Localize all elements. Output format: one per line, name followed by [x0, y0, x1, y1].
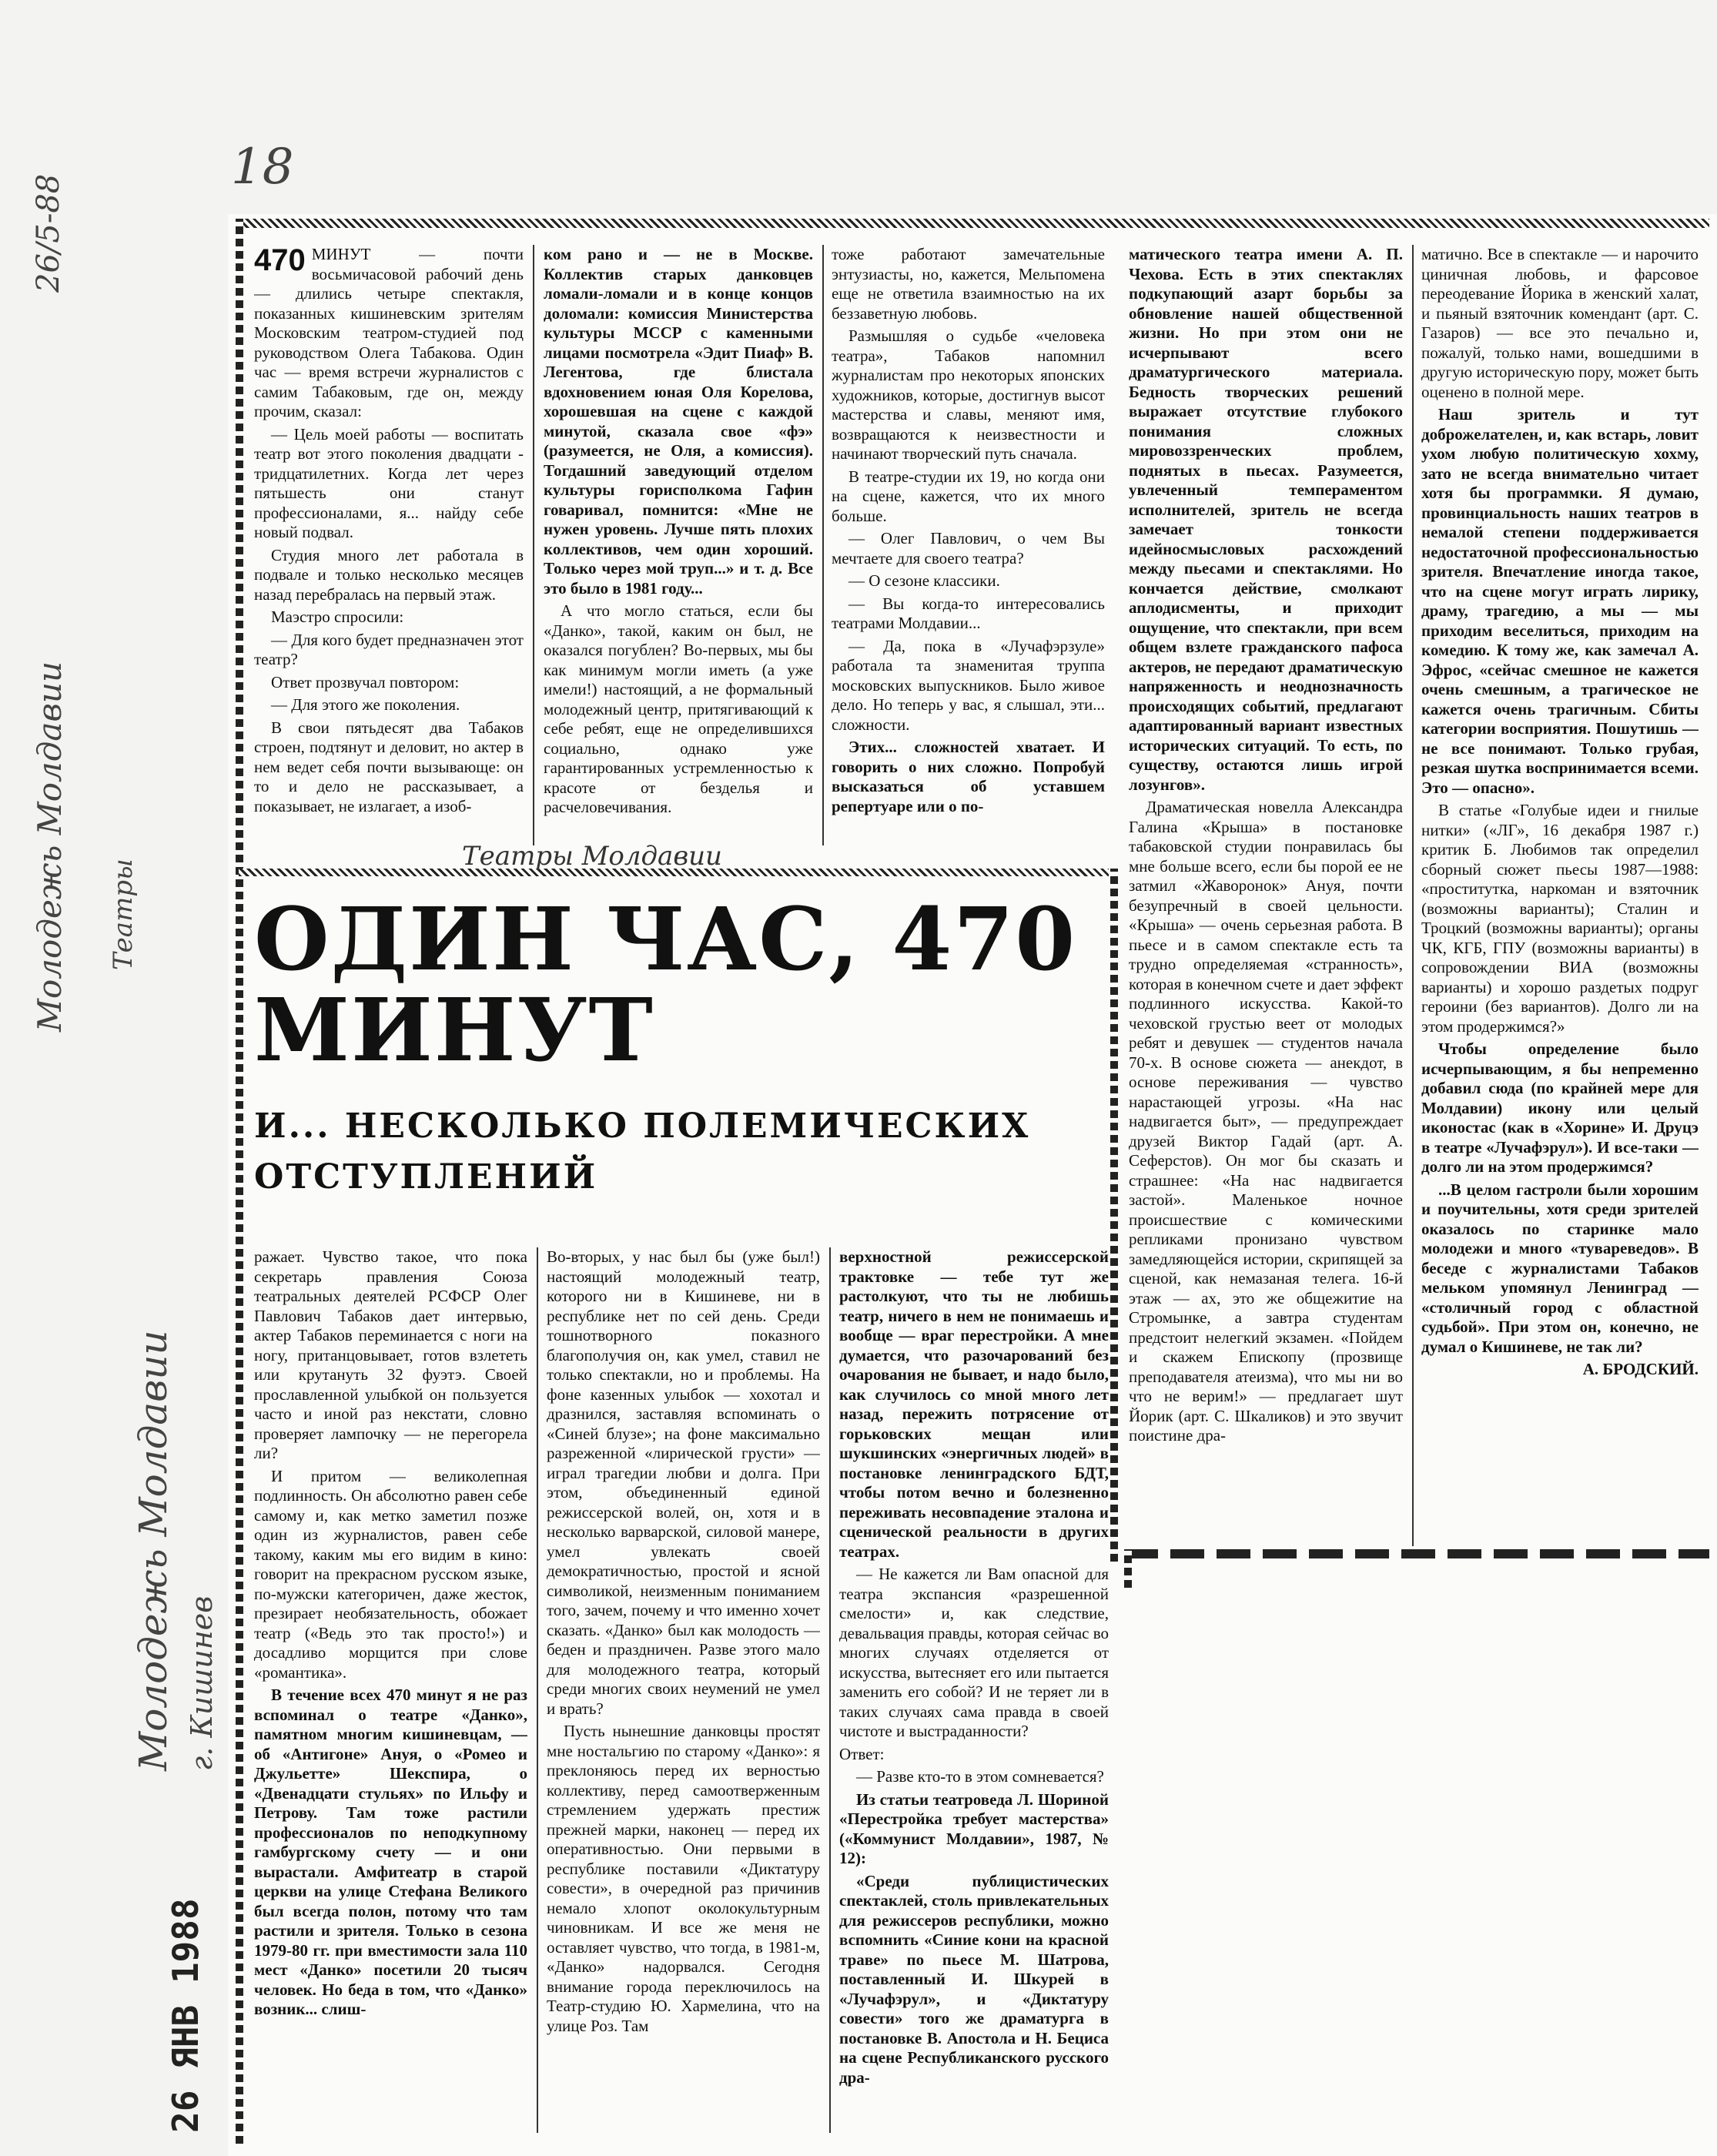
- section-note: Театры: [108, 859, 139, 970]
- paragraph: тоже работают замечательные энтузиасты, но, кажется, Мельпомена еще не ответила взаимностью на их беззаветную любовь.: [832, 245, 1105, 323]
- paragraph: — Олег Павлович, о чем Вы мечтаете для своего театра?: [832, 529, 1105, 567]
- paragraph: матического театра имени А. П. Чехова. Есть в этих спектаклях подкупающий азарт борьбы за обновление нашей общественной жизни. Но при этом они не исчерпывают всего драматургического материала. Бедность творческих решений выражает отсутствие глубокого понимания сложных мировоззренческих проблем, поднятых в пьесах. Разумеется, увлеченный темпераментом исполнителей, зритель не всегда замечает тонкости идейносмысловых расхождений между пьесами и спектаклями. Но кончается действие, смолкают аплодисменты, и приходит ощущение, что спектакли, при всем общем взлете гражданского пафоса актеров, не передают драматическую напряженность и неоднозначность происходящих событий, предлагают адаптированный вариант известных исторических ситуаций. То есть, по существу, остаются лишь игрой лозунгов».: [1129, 245, 1403, 794]
- article-headline: ОДИН ЧАС, 470 МИНУТ: [254, 889, 1077, 1081]
- paragraph: В статье «Голубые идеи и гнилые нитки» («ЛГ», 16 декабря 1987 г.) критик Б. Любимов так определил сборный сюжет пьесы 1987—1988: «проститутка, наркоман и взяточник (возможны варианты); Сталин и Троцкий (возможны варианты); органы ЧК, КГБ, ГПУ (возможны варианты) в сопровождении ВИА (возможны варианты) и хорошо раздетых подруг героини (без вариантов). Долго ли на этом продержимся?»: [1421, 801, 1699, 1036]
- paragraph: Этих... сложностей хватает. И говорить о них сложно. Попробуй высказаться об уставшем репертуаре или о по-: [832, 738, 1105, 815]
- paragraph: верхностной режиссерской трактовке — тебе тут же растолкуют, что ты не любишь театр, ничего в нем не понимаешь и вообще — враг перестройки. А мне думается, что разочарований без очарования не бывает, и надо было, как случилось со мной много лет назад, пережить потрясение от горьковских мещан или шукшинских «энергичных людей» в постановке ленинградского БДТ, чтобы потом вечно и болезненно переживать несовпадение эталона и сценической реальности в других театрах.: [839, 1247, 1109, 1561]
- column-3-bottom: [839, 1247, 1109, 2133]
- top-border: [239, 219, 1709, 228]
- signature-box-rule-vertical: [1124, 1549, 1132, 1588]
- paragraph: Студия много лет работала в подвале и только несколько месяцев назад перебралась на первый этаж.: [254, 545, 524, 604]
- paragraph: Наш зритель и тут доброжелателен, и, как встарь, ловит ухом любую политическую хохму, зато не всегда внимательно читает хотя бы программки. Я думаю, провинциальность наших театров в немалой степени поддерживается недостаточной профессиональностью зрителя. Впечатление иногда такое, что на сцене могут играть лирику, драму, трагедию, а мы — мы приходим веселиться, приходим на комедию. К тому же, как замечал А. Эфрос, «сейчас смешное не кажется очень смешным, а трагическое не кажется очень трагичным. Сбиты категории восприятия. Пошутишь — не все понимают. Только грубая, резкая шутка воспринимается всеми. Это — опасно».: [1421, 405, 1699, 797]
- paragraph: — О сезоне классики.: [848, 571, 1000, 590]
- column-rule: [829, 1247, 831, 2133]
- column-1-top: [254, 245, 524, 861]
- source-note-2: Молодежь Молдавии: [131, 1330, 176, 1771]
- paragraph: Размышляя о судьбе «человека театра», Табаков напомнил журналистам про некоторых японских художников, которые, достигнув высот мастерства и славы, меняют имя, возвращаются к неизвестности и начинают творческий путь сначала.: [832, 326, 1105, 463]
- paragraph: И притом — великолепная подлинность. Он абсолютно равен себе самому и, как метко заметил позже один из журналистов, равен себе такому, каким мы его видим в кино: говорит на прекрасном русском языке, по-мужски категоричен, даже жесток, презирает необязательность, обожает театр («Ведь это так просто!») и досадливо морщится при слове «романтика».: [254, 1466, 527, 1682]
- paragraph: А что могло статься, если бы «Данко», такой, каким он был, не оказался погублен? Во-первых, мы бы как минимум могли иметь (а уже имели!) настоящий, а не формальный молодежный центр, притягивающий к себе ребят, еще не определившихся социально, однако уже гарантированных устремленностью к красоте от безделья и расчеловечивания.: [544, 601, 813, 816]
- paragraph: матично. Все в спектакле — и нарочито циничная любовь, и фарсовое переодевание Йорика в женский халат, и пьяный взяточник комендант (арт. С. Газаров) — все это печально и, пожалуй, только нами, вошедшими в другую историческую пору, может быть оценено в полной мере.: [1421, 245, 1699, 401]
- column-3-top: [832, 245, 1105, 845]
- paragraph: Ответ:: [839, 1744, 885, 1763]
- paragraph: — Не кажется ли Вам опасной для театра экспансия «разрешенной смелости» и, как следствие, девальвация правды, которая сейчас во многих случаях отделяется от искусства, вытесняет его или пытается заменить его собой? И не теряет ли в таких случаях сама правда в своей чистоте и выстраданности?: [839, 1565, 1109, 1740]
- column-rule: [537, 1247, 538, 2133]
- page-number-note: 18: [231, 139, 294, 196]
- author-signature: А. БРОДСКИЙ.: [1582, 1360, 1699, 1378]
- paragraph: В течение всех 470 минут я не раз вспоминал о театре «Данко», памятном многим кишиневцам, — об «Антигоне» Ануя, о «Ромео и Джульетте» Шекспира, о «Двенадцати стульях» по Ильфу и Петрову. Там тоже растили профессионалов по неподкупному гамбургскому счету — и они вырастали. Амфитеатр в старой церкви на улице Стефана Великого был всегда полон, потому что там растили и зрителя. Только в сезона 1979-80 гг. при вместимости зала 110 мест «Данко» посетили 20 тысяч человек. Но беда в том, что «Данко» возник... слиш-: [254, 1686, 527, 2018]
- city-note: г. Кишинев: [185, 1595, 219, 1771]
- paragraph: — Разве кто-то в этом сомневается?: [856, 1767, 1104, 1786]
- handwritten-note: Театры Молдавии: [462, 841, 722, 872]
- paragraph: ком рано и — не в Москве. Коллектив старых данковцев ломали-ломали и в конце концов доломали: комиссия Министерства культуры МССР с каменными лицами посмотрела «Эдит Пиаф» В. Легентова, где блистала вдохновением юная Оля Корелова, хорошевшая на сцене с каждой минутой, сказала свое «фэ» (разумеется, не Оля, а комиссия). Тогдашний заведующий отделом культуры горисполкома Гафин говаривал, помнится: «Мне не нужен уровень. Лучше пять плохих коллективов, чем один хороший. Только через мой труп...» и т. д. Все это было в 1981 году...: [544, 245, 813, 598]
- signature-box-rule: [1124, 1549, 1709, 1558]
- column-1-bottom: [254, 1247, 527, 2133]
- paragraph: Чтобы определение было исчерпывающим, я бы непременно добавил сюда (по крайней мере для Молдавии) икону или целый иконостас (как в «Хорине» И. Друцэ в театре «Лучафэрул»). И все-таки — долго ли на этом продержимся?: [1421, 1040, 1699, 1176]
- paragraph: — Для этого же поколения.: [271, 695, 460, 714]
- archive-number-note: 26/5-88: [31, 173, 66, 293]
- paragraph: В свои пятьдесят два Табаков строен, подтянут и деловит, но актер в нем ведет себя почти вызывающе: он то и дело не рассказывает, а показывает, не излагает, а изоб-: [254, 718, 524, 815]
- column-rule: [533, 245, 534, 845]
- paragraph: Ответ прозвучал повтором:: [271, 672, 460, 691]
- lead-number: 470: [254, 245, 306, 277]
- source-note: Молодежь Молдавии: [31, 661, 69, 1032]
- column-rule: [1412, 245, 1414, 1546]
- paragraph: ражает. Чувство такое, что пока секретарь правления Союза театральных деятелей РСФСР Олег Павлович Табаков дает интервью, актер Табаков переминается с ноги на ногу, пританцовывает, готов взлететь или крутануть 32 фуэтэ. Своей прославленной улыбкой он пользуется часто и иной раз некстати, словно проверяет лампочку — не перегорела ли?: [254, 1247, 527, 1462]
- column-divider: [1110, 869, 1118, 1562]
- paragraph: Во-вторых, у нас был бы (уже был!) настоящий молодежный театр, которого ни в Кишиневе, ни в республике нет по сей день. Среди тошнотворного показного благополучия он, как умел, ставил не только спектакли, но и проблемы. На фоне казенных улыбок — хохотал и дразнился, заставляя вспоминать о «Синей блузе»; на фоне максимально разреженной «лирической грусти» — играл трагедии любви и долга. При этом, объединенный единой режиссерской волей, он, хотя и в несколько варварской, силовой манере, умел увлекать своей демократичностью, простой и ясной символикой, неизменным пониманием того, зачем, почему и что именно хочет сказать. «Данко» был как молодость — беден и праздничен. Разве этого мало для молодежного театра, который среди многих своих неумений не умел и врать?: [547, 1247, 820, 1718]
- paragraph: Маэстро спросили:: [271, 608, 404, 626]
- paragraph: «Среди публицистических спектаклей, столь привлекательных для режиссеров республики, можно вспомнить «Синие кони на красной траве» по пьесе М. Шатрова, поставленный И. Шкурей в «Лучафэрул», и «Диктатуру совести» того же драматурга в постановке В. Апостола и Н. Бециса на сцене Республиканского русского дра-: [839, 1871, 1109, 2087]
- paragraph: — Да, пока в «Лучафэрзуле» работала та знаменитая труппа московских выпускников. Было живое дело. Но теперь у вас, я слышал, эти... сложности.: [832, 636, 1105, 734]
- date-stamp: 26 ЯНВ 1988: [165, 1898, 206, 2133]
- column-rule: [822, 245, 824, 845]
- left-border: [236, 219, 243, 2144]
- article-subheadline: И... НЕСКОЛЬКО ПОЛЕМИЧЕСКИХ ОТСТУПЛЕНИЙ: [254, 1106, 1031, 1197]
- paragraph: Пусть нынешние данковцы простят мне ностальгию по старому «Данко»: я преклоняюсь перед их верностью коллективу, перед самоотверженным стремлением удержать престиж прежней марки, наконец — перед их оперативностью. Они первыми в республике поставили «Диктатуру совести», в очередной раз причинив немало хлопот околокультурным чиновникам. И все же меня не оставляет чувство, что тогда, в 1981-м, «Данко» надорвался. Сегодня внимание города переключилось на Театр-студию Ю. Хармелина, что на улице Роз. Там: [547, 1722, 820, 2035]
- paragraph: Из статьи театроведа Л. Шориной «Перестройка требует мастерства» («Коммунист Молдавии», 1987, № 12):: [839, 1789, 1109, 1867]
- paragraph: Драматическая новелла Александра Галина «Крыша» в постановке табаковской студии понравилась бы мне больше всего, если бы порой ее не затмил «Жаворонок» Ануя, почти безупречный в своей цельности. «Крыша» — очень серьезная работа. В пьесе и в самом спектакле есть та трудно определяемая «странность», которая в конечном счете и дает эффект подлинного искусства. Какой-то чеховской грустью веет от молодых ребят и девушек — студентов начала 70-х. В основе сюжета — анекдот, в основе переживания — чувство нарастающей угрозы. «На нас надвигается быт», — предупреждает друзей Виктор Гадай (арт. А. Сеферстов). Он мог бы сказать и страшнее: «На нас надвигается застой». Маленькое ночное происшествие с комическими репликами пронизано чувством замедляющейся истории, скрипящей за сценой, как немазаная телега. 16-й этаж — ах, это же общежитие на Стромынке, а завтра студентам предстоит нелегкий экзамен. «Пойдем и скажем Епископу (прозвище преподавателя атеизма), что мы ни во что не верим!» — предлагает шут Йорик (арт. С. Шкаликов) и это звучит поистине дра-: [1129, 798, 1403, 1445]
- paragraph: МИНУТ — почти восьмичасовой рабочий день — длились четыре спектакля, показанных кишиневским зрителям Московским театром-студией под руководством Олега Табакова. Один час — время встречи журналистов с самим Табаковым, где он, между прочим, сказал:: [254, 245, 524, 420]
- column-4: [1129, 245, 1403, 1546]
- paragraph: ...В целом гастроли были хорошим и поучительны, хотя среди зрителей оказалось по старинке мало молодежи и много «тувареведов». В беседе с журналистами Табаков мельком упомянул Ленинград — «столичный город с областной судьбой». При этом он, конечно, не думал о Кишиневе, не так ли?: [1421, 1180, 1699, 1356]
- paragraph: В театре-студии их 19, но когда они на сцене, кажется, что их много больше.: [832, 467, 1105, 525]
- paragraph: — Для кого будет предназначен этот театр?: [254, 630, 524, 668]
- column-5: [1421, 245, 1699, 1546]
- column-2-bottom: [547, 1247, 820, 2133]
- column-2-top: [544, 245, 813, 845]
- paragraph: — Вы когда-то интересовались театрами Молдавии...: [832, 594, 1105, 632]
- paragraph: — Цель моей работы — воспитать театр вот этого поколения двадцати - тридцатилетних. Когда лет через пятьшесть они станут профессионалами, я... найду себе новый подвал.: [254, 424, 524, 541]
